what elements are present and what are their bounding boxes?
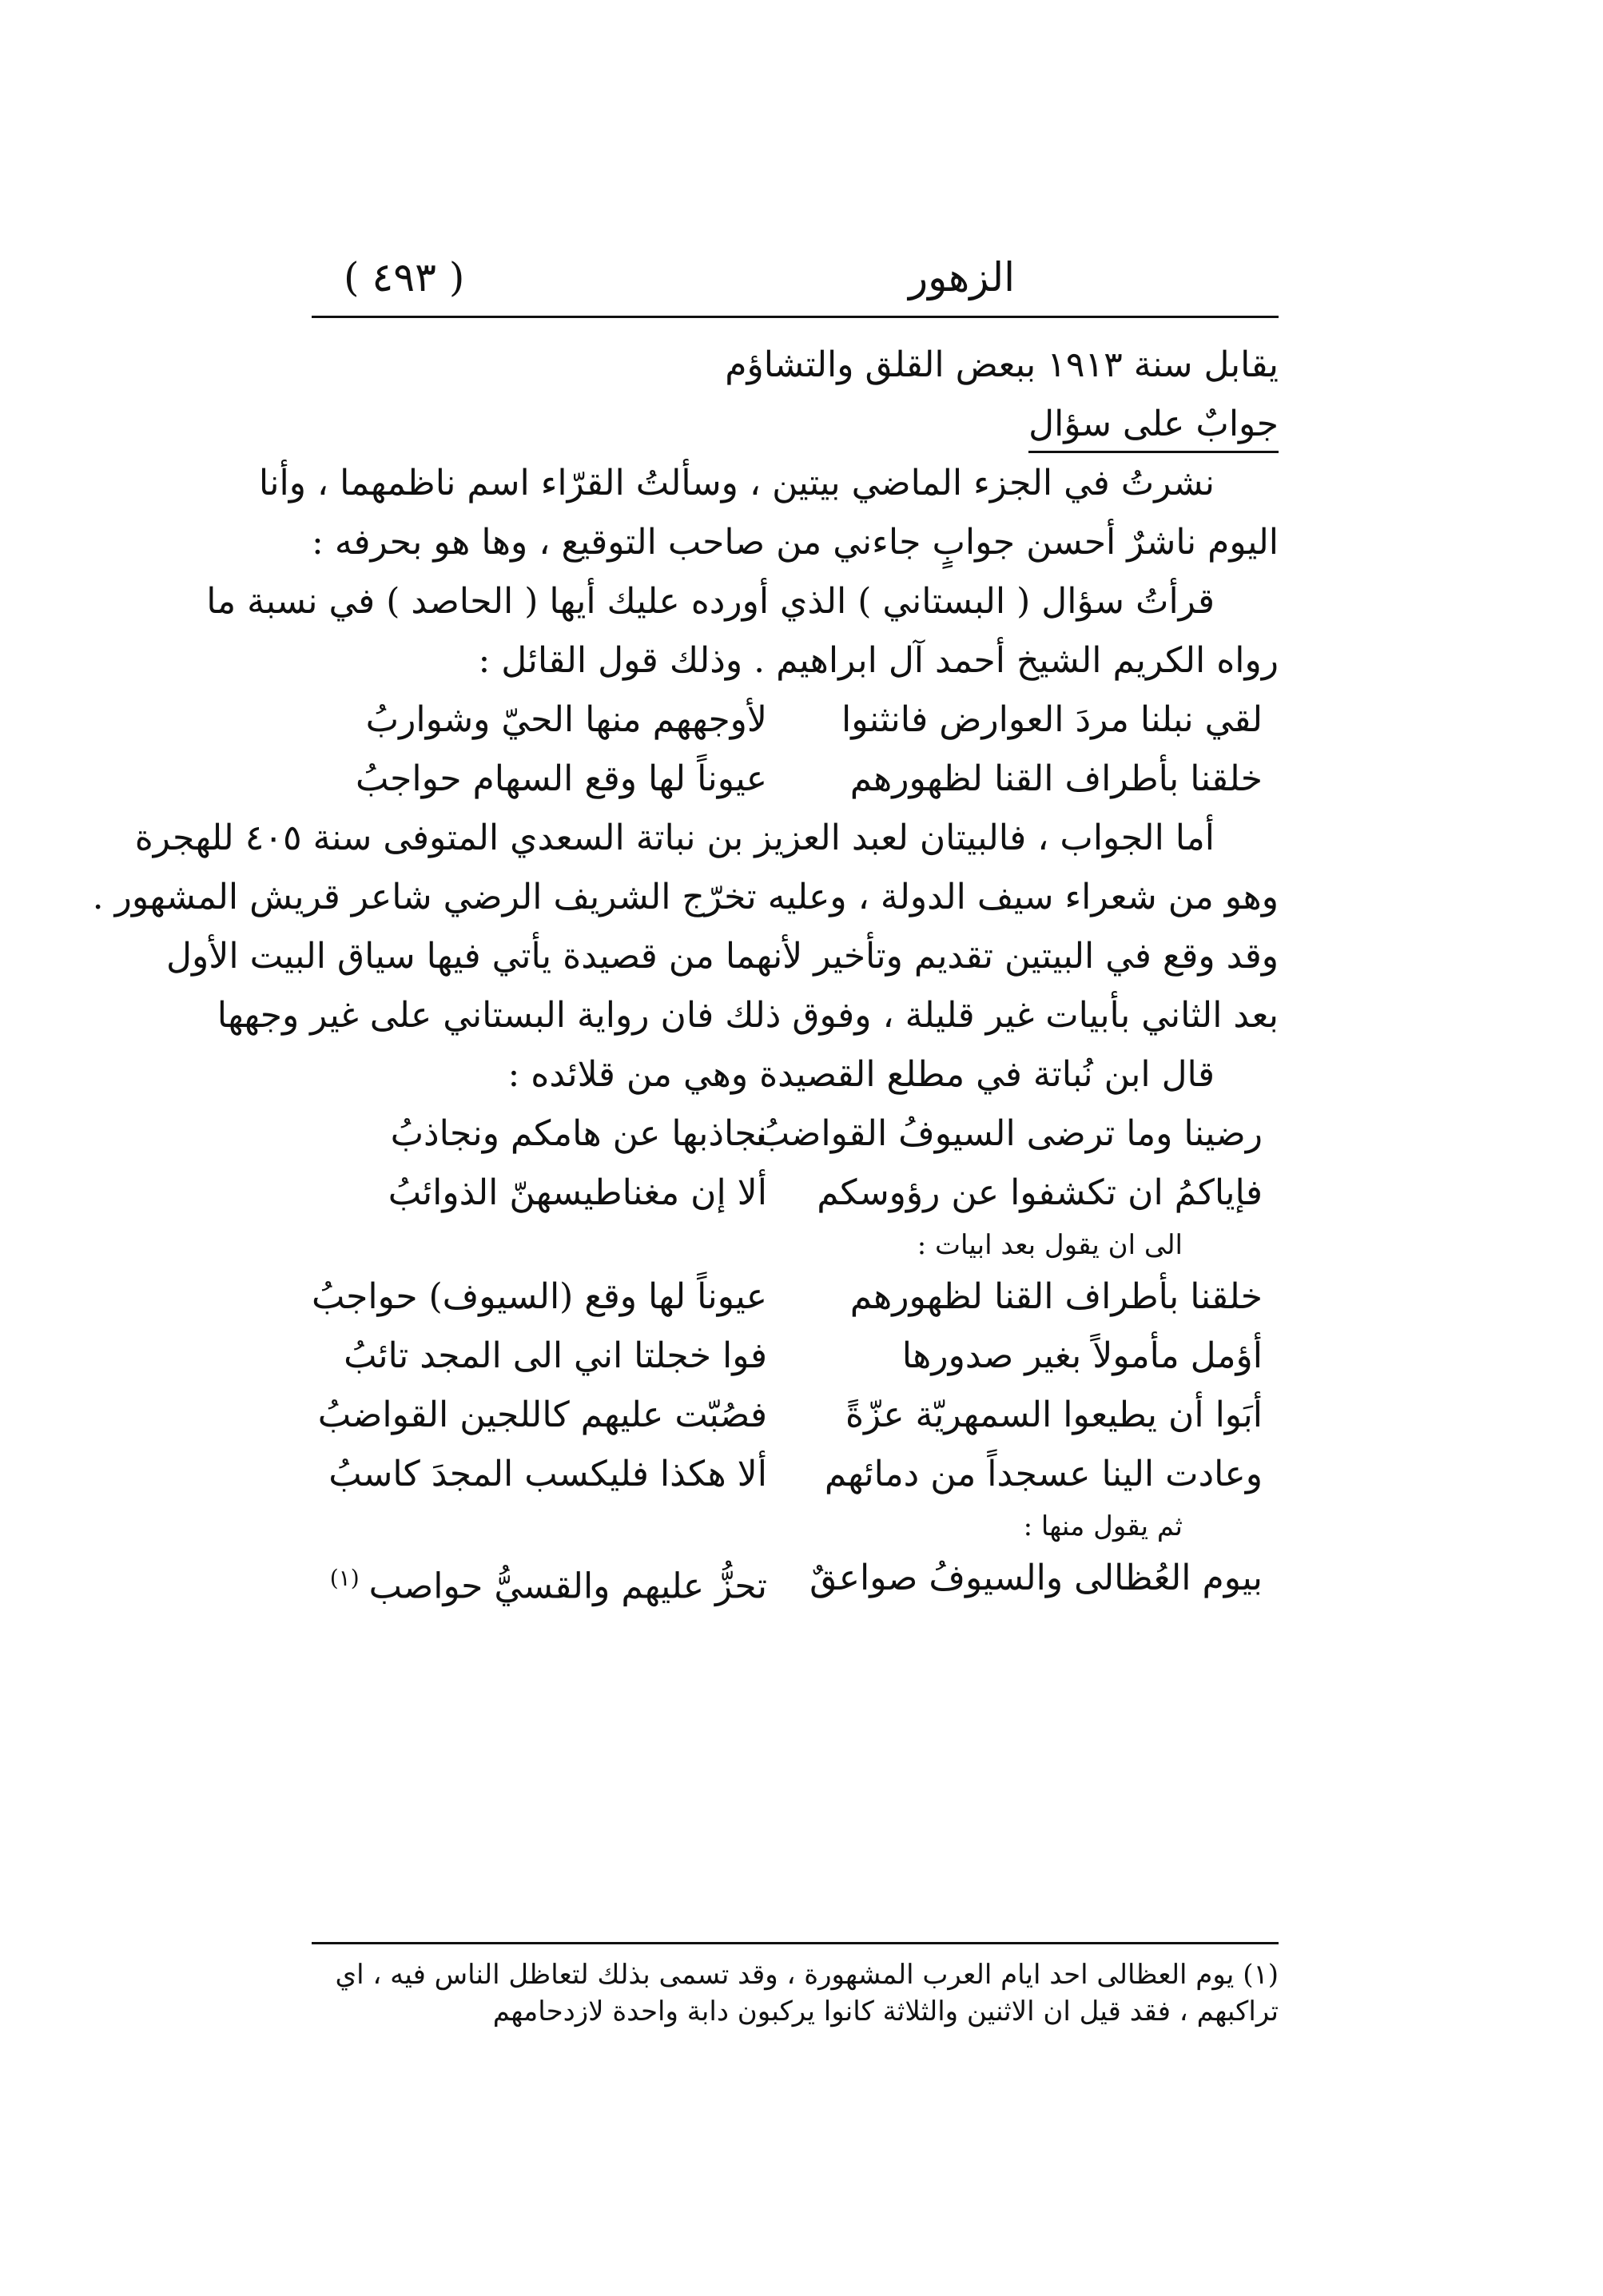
verse-second-text: تحزُّ عليهم والقسيُّ حواصب <box>368 1566 767 1607</box>
footnote-line: تراكبهم ، فقد قيل ان الاثنين والثلاثة كانوا يركبون دابة واحدة لازدحامهم <box>492 1996 1279 2027</box>
verse-second-hemistich: ألا هكذا فليكسب المجدَ كاسبُ <box>328 1454 767 1494</box>
page-number: ( ٤٩٣ ) <box>344 254 465 300</box>
paragraph-line: قال ابن نُباتة في مطلع القصيدة وهي من قلائده : <box>507 1054 1215 1095</box>
page-header <box>312 254 1279 310</box>
verse-second-hemistich: ألا إن مغناطيسهنّ الذوائبُ <box>388 1172 767 1213</box>
verse-first-hemistich: أبَوا أن يطيعوا السمهريّة عزّةً <box>845 1395 1263 1435</box>
footnote <box>312 1956 1279 2030</box>
verse-first-hemistich: أؤمل مأمولاً بغير صدورها <box>901 1335 1263 1376</box>
verse-second-hemistich: عيوناً لها وقع (السيوف) حواجبُ <box>311 1276 767 1317</box>
header-rule <box>312 316 1279 318</box>
verse-second-hemistich: فصُبّت عليهم كاللجين القواضبُ <box>317 1395 767 1435</box>
verse-second-hemistich: نجاذبها عن هامكم ونجاذبُ <box>390 1113 767 1154</box>
verse-line <box>312 1327 1279 1386</box>
page-body <box>92 336 1279 1608</box>
footnote-reference: (١) <box>329 1565 360 1591</box>
verse-first-hemistich: بيوم العُظالى والسيوفُ صواعقٌ <box>809 1558 1263 1598</box>
verse-first-hemistich: رضينا وما ترضى السيوفُ القواضبُ <box>756 1113 1263 1154</box>
verse-line <box>312 1549 1279 1608</box>
verse-line <box>312 1445 1279 1504</box>
verse-line <box>312 1267 1279 1327</box>
verse-second-hemistich: لأوجههم منها الحيّ وشواربُ <box>365 699 767 740</box>
verse-first-hemistich: خلقنا بأطراف القنا لظهورهم <box>849 1276 1263 1317</box>
transition-note: ثم يقول منها : <box>1023 1510 1183 1542</box>
paragraph-line: وقد وقع في البيتين تقديم وتأخير لأنهما من قصيدة يأتي فيها سياق البيت الأول <box>166 936 1279 977</box>
footnote-line: (١) يوم العظالى احد ايام العرب المشهورة ، وقد تسمى بذلك لتعاظل الناس فيه ، اي <box>335 1959 1279 1991</box>
verse-second-hemistich <box>320 1549 767 1608</box>
verse-first-hemistich: خلقنا بأطراف القنا لظهورهم <box>849 758 1263 799</box>
verse-line <box>312 690 1279 750</box>
verse-line <box>312 1104 1279 1164</box>
verse-second-hemistich: عيوناً لها وقع السهام حواجبُ <box>355 758 767 799</box>
paragraph-line: اليوم ناشرٌ أحسن جوابٍ جاءني من صاحب التوقيع ، وها هو بحرفه : <box>312 522 1279 563</box>
running-title: الزهور <box>908 254 1015 300</box>
section-heading-wrap <box>312 395 1279 454</box>
transition-note: الى ان يقول بعد ابيات : <box>917 1229 1183 1261</box>
paragraph-line: نشرتُ في الجزء الماضي بيتين ، وسألتُ القرّاء اسم ناظمهما ، وأنا <box>258 463 1215 503</box>
verse-first-hemistich: لقي نبلنا مردَ العوارض فانثنوا <box>841 699 1263 740</box>
footnote-rule <box>312 1942 1279 1944</box>
verse-line <box>312 1164 1279 1223</box>
paragraph-line: أما الجواب ، فالبيتان لعبد العزيز بن نباتة السعدي المتوفى سنة ٤٠٥ للهجرة <box>134 818 1215 858</box>
verse-first-hemistich: وعادت الينا عسجداً من دمائهم <box>824 1454 1263 1494</box>
verse-line <box>312 1386 1279 1445</box>
verse-line <box>312 750 1279 809</box>
paragraph-line: قرأتُ سؤال ( البستاني ) الذي أورده عليك أيها ( الحاصد ) في نسبة ما <box>206 581 1215 622</box>
verse-first-hemistich: فإياكمُ ان تكشفوا عن رؤوسكم <box>817 1172 1263 1213</box>
intro-line: يقابل سنة ١٩١٣ ببعض القلق والتشاؤم <box>725 344 1279 385</box>
paragraph-line: رواه الكريم الشيخ أحمد آل ابراهيم . وذلك قول القائل : <box>478 640 1279 681</box>
paragraph-line: وهو من شعراء سيف الدولة ، وعليه تخرّج الشريف الرضي شاعر قريش المشهور . <box>92 877 1279 917</box>
paragraph-line: بعد الثاني بأبيات غير قليلة ، وفوق ذلك فان رواية البستاني على غير وجهها <box>217 995 1279 1036</box>
section-heading: جوابٌ على سؤال <box>1028 398 1279 453</box>
verse-second-hemistich: فوا خجلتا اني الى المجد تائبُ <box>344 1335 767 1376</box>
